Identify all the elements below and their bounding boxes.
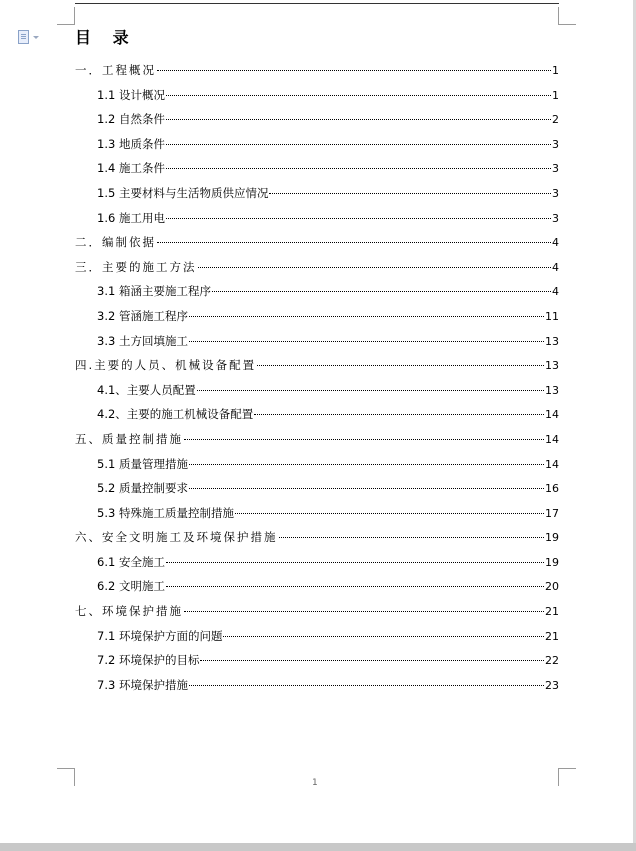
- toc-entry[interactable]: [75, 676, 559, 701]
- toc-entry[interactable]: [75, 159, 559, 184]
- toc-dot-leader: [254, 414, 544, 415]
- toc-entry-label: 三．主要的施工方法: [75, 259, 197, 274]
- toc-entry-page: 14: [545, 457, 559, 471]
- toc-entry-label: 4.1、主要人员配置: [97, 382, 196, 397]
- toc-entry[interactable]: [75, 602, 559, 627]
- toc-entry-page: 13: [545, 359, 559, 373]
- table-of-contents: [75, 61, 559, 700]
- toc-title: 目 录: [75, 28, 137, 47]
- toc-entry[interactable]: [75, 307, 559, 332]
- toc-entry-label: 3.1 箱涵主要施工程序: [97, 284, 211, 299]
- toc-entry-label: 4.2、主要的施工机械设备配置: [97, 407, 254, 422]
- toc-entry-page: 17: [545, 506, 559, 520]
- toc-dot-leader: [157, 70, 551, 71]
- toc-entry-label: 一．工程概况: [75, 63, 156, 77]
- toc-entry-label: 1.1 设计概况: [97, 87, 165, 102]
- toc-dot-leader: [166, 218, 551, 219]
- toc-dot-leader: [200, 660, 544, 661]
- toc-entry-page: 3: [552, 186, 559, 200]
- document-icon: [18, 30, 29, 44]
- toc-entry-label: 7.3 环境保护措施: [97, 677, 188, 692]
- toc-entry[interactable]: [75, 356, 559, 381]
- toc-entry[interactable]: [75, 332, 559, 357]
- toc-entry-page: 19: [545, 555, 559, 569]
- toc-entry-page: 13: [545, 383, 559, 397]
- toc-entry-label: 六、安全文明施工及环境保护措施: [75, 530, 278, 545]
- toc-entry[interactable]: [75, 577, 559, 602]
- toc-entry[interactable]: [75, 553, 559, 578]
- toc-entry-label: 七、环境保护措施: [75, 604, 183, 619]
- toc-dot-leader: [189, 464, 544, 465]
- toc-entry-page: 13: [545, 334, 559, 348]
- toc-entry-page: 14: [545, 408, 559, 422]
- toc-entry[interactable]: [75, 61, 559, 86]
- toc-entry-page: 4: [552, 285, 559, 299]
- toc-dot-leader: [157, 242, 551, 243]
- toc-entry[interactable]: [75, 405, 559, 430]
- toc-entry[interactable]: [75, 282, 559, 307]
- toc-entry-label: 6.1 安全施工: [97, 554, 165, 569]
- toc-entry-label: 5.1 质量管理措施: [97, 456, 188, 471]
- toc-dot-leader: [189, 341, 544, 342]
- toc-dot-leader: [166, 144, 551, 145]
- toc-entry-label: 3.3 土方回填施工: [97, 333, 188, 348]
- toc-entry[interactable]: [75, 479, 559, 504]
- toc-dot-leader: [223, 636, 544, 637]
- toc-entry[interactable]: [75, 504, 559, 529]
- toc-entry-label: 1.6 施工用电: [97, 210, 165, 225]
- toc-entry-label: 7.1 环境保护方面的问题: [97, 628, 223, 643]
- toc-entry[interactable]: [75, 381, 559, 406]
- toc-dot-leader: [189, 316, 544, 317]
- document-menu-button[interactable]: [18, 30, 46, 44]
- toc-entry[interactable]: [75, 455, 559, 480]
- toc-entry[interactable]: [75, 258, 559, 283]
- toc-entry-label: 二．编制依据: [75, 235, 156, 250]
- toc-entry[interactable]: [75, 209, 559, 234]
- toc-dot-leader: [166, 562, 544, 563]
- toc-entry-label: 5.2 质量控制要求: [97, 481, 188, 496]
- toc-entry-page: 3: [552, 162, 559, 176]
- toc-entry-label: 7.2 环境保护的目标: [97, 653, 200, 668]
- toc-dot-leader: [166, 586, 544, 587]
- toc-entry-page: 4: [552, 260, 559, 274]
- toc-entry[interactable]: [75, 233, 559, 258]
- toc-entry-label: 1.3 地质条件: [97, 136, 165, 151]
- toc-entry-page: 21: [545, 629, 559, 643]
- toc-entry-page: 16: [545, 482, 559, 496]
- toc-entry-page: 21: [545, 605, 559, 619]
- toc-entry-label: 5.3 特殊施工质量控制措施: [97, 505, 234, 520]
- toc-dot-leader: [212, 291, 551, 292]
- page-edge-bottom: [0, 843, 636, 851]
- toc-entry[interactable]: [75, 86, 559, 111]
- toc-dot-leader: [166, 119, 551, 120]
- toc-entry-page: 2: [552, 113, 559, 127]
- toc-entry[interactable]: [75, 430, 559, 455]
- header-rule: [75, 3, 559, 4]
- toc-dot-leader: [166, 95, 551, 96]
- crop-mark-top-right: [558, 7, 576, 25]
- toc-dot-leader: [235, 513, 544, 514]
- toc-entry-label: 四.主要的人员、机械设备配置: [75, 358, 257, 373]
- toc-entry-page: 1: [552, 64, 559, 77]
- toc-entry[interactable]: [75, 184, 559, 209]
- toc-dot-leader: [257, 365, 544, 366]
- toc-entry-label: 1.5 主要材料与生活物质供应情况: [97, 185, 269, 200]
- toc-entry[interactable]: [75, 135, 559, 160]
- toc-entry-page: 20: [545, 580, 559, 594]
- toc-entry-page: 3: [552, 211, 559, 225]
- caret-down-icon: [33, 36, 39, 39]
- toc-entry[interactable]: [75, 110, 559, 135]
- toc-dot-leader: [189, 488, 544, 489]
- toc-dot-leader: [189, 685, 544, 686]
- page-number: 1: [312, 778, 318, 788]
- toc-entry[interactable]: [75, 651, 559, 676]
- toc-dot-leader: [279, 537, 545, 538]
- crop-mark-bottom-right: [558, 768, 576, 786]
- crop-mark-top-left: [57, 7, 75, 25]
- toc-entry-label: 1.4 施工条件: [97, 161, 165, 176]
- toc-entry-page: 4: [552, 236, 559, 250]
- toc-entry-label: 五、质量控制措施: [75, 431, 183, 446]
- toc-entry[interactable]: [75, 528, 559, 553]
- toc-entry-page: 22: [545, 654, 559, 668]
- toc-entry-page: 11: [545, 309, 559, 323]
- toc-entry[interactable]: [75, 627, 559, 652]
- toc-dot-leader: [166, 168, 551, 169]
- toc-dot-leader: [184, 611, 544, 612]
- toc-entry-label: 3.2 管涵施工程序: [97, 308, 188, 323]
- toc-entry-page: 14: [545, 432, 559, 446]
- toc-entry-page: 1: [552, 88, 559, 102]
- toc-entry-page: 3: [552, 137, 559, 151]
- toc-entry-label: 6.2 文明施工: [97, 579, 165, 594]
- toc-dot-leader: [198, 267, 552, 268]
- toc-entry-label: 1.2 自然条件: [97, 112, 165, 127]
- crop-mark-bottom-left: [57, 768, 75, 786]
- toc-dot-leader: [197, 390, 544, 391]
- toc-dot-leader: [184, 439, 544, 440]
- toc-entry-page: 19: [545, 531, 559, 545]
- toc-dot-leader: [269, 193, 551, 194]
- toc-entry-page: 23: [545, 678, 559, 692]
